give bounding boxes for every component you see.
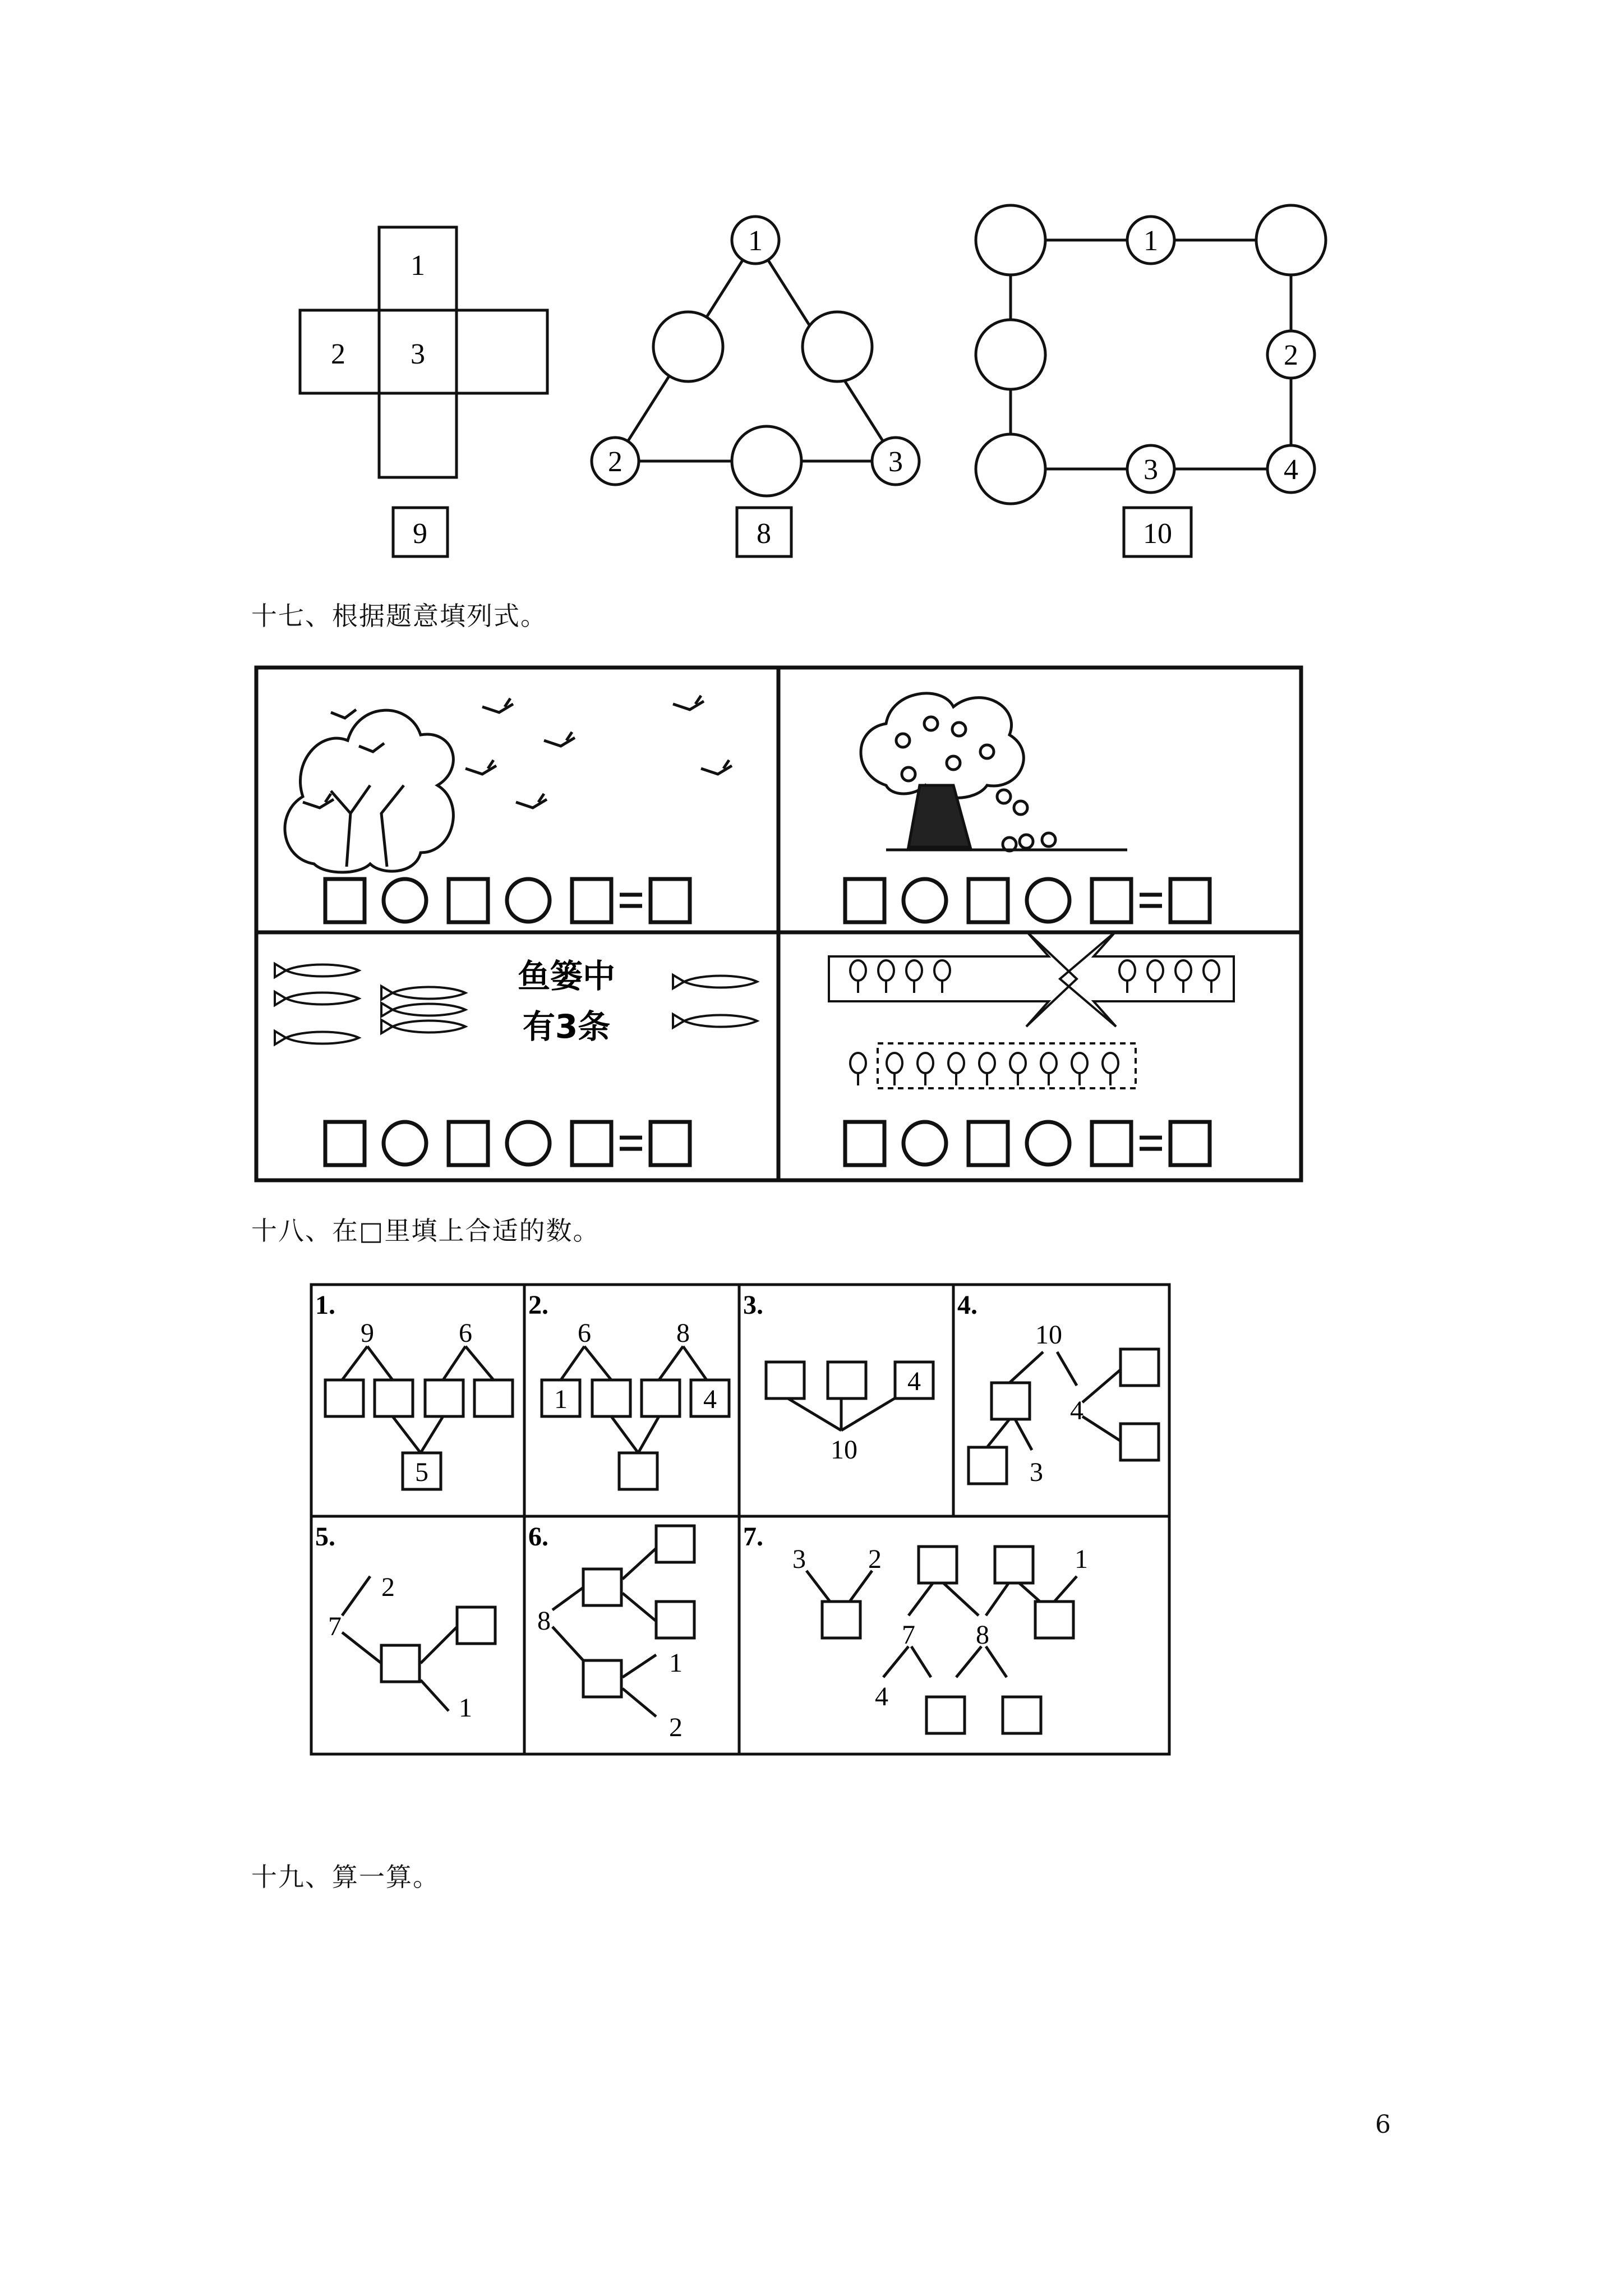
p6-part-b: 2 <box>669 1713 683 1742</box>
p3-given: 4 <box>907 1366 921 1396</box>
p4-mid: 4 <box>1070 1396 1083 1425</box>
square-given-4: 4 <box>1284 454 1298 486</box>
fish-basket-line-1: 鱼篓中 <box>517 957 616 995</box>
cross-cell-1: 1 <box>411 250 425 282</box>
panel-4-label: 4. <box>957 1290 978 1320</box>
square-given-3: 3 <box>1144 454 1158 486</box>
p5-part-top: 2 <box>381 1572 395 1602</box>
cross-cell-2: 2 <box>331 338 345 370</box>
p2-c: 1 <box>554 1384 568 1414</box>
triangle-target: 8 <box>757 518 771 550</box>
page-number: 6 <box>1375 2110 1391 2139</box>
section-18-heading: 十八、在□里填上合适的数。 <box>251 1216 600 1246</box>
equation-row-3[interactable] <box>325 1122 690 1165</box>
p2-a: 6 <box>578 1318 591 1348</box>
p7-n2: 2 <box>868 1544 882 1574</box>
square-puzzle <box>976 205 1326 556</box>
p3-total: 10 <box>831 1435 857 1465</box>
panel-5-label: 5. <box>315 1522 335 1552</box>
p4-low: 3 <box>1030 1457 1043 1487</box>
p5-whole: 7 <box>328 1612 342 1641</box>
equation-row-4[interactable] <box>845 1122 1210 1165</box>
section-18-grid <box>0 1262 1623 1767</box>
square-given-2: 2 <box>1284 339 1298 371</box>
section-17-grid <box>0 645 1623 1195</box>
panel-2-label: 2. <box>528 1290 548 1320</box>
cross-puzzle <box>300 227 547 556</box>
triangle-puzzle <box>592 217 919 556</box>
p5-part-low: 1 <box>459 1693 472 1723</box>
cross-cell-3: 3 <box>411 338 425 370</box>
p1-a: 9 <box>361 1318 374 1348</box>
panel-6-label: 6. <box>528 1522 548 1552</box>
triangle-corner-3: 3 <box>888 446 903 478</box>
p7-n8: 8 <box>976 1620 989 1650</box>
cross-target: 9 <box>413 518 427 550</box>
panel-7-label: 7. <box>743 1522 763 1552</box>
section-19-heading: 十九、算一算。 <box>251 1862 440 1892</box>
triangle-corner-1: 1 <box>748 225 763 257</box>
fish-basket-line-2: 有3条 <box>522 1007 611 1046</box>
p6-whole: 8 <box>537 1606 551 1636</box>
p1-sum: 5 <box>415 1457 428 1487</box>
section-17-heading: 十七、根据题意填列式。 <box>251 601 547 631</box>
square-given-1: 1 <box>1144 225 1158 257</box>
p7-n1: 1 <box>1075 1544 1088 1574</box>
panel-1-label: 1. <box>315 1290 335 1320</box>
p1-b: 6 <box>459 1318 472 1348</box>
tree-birds-picture <box>285 696 732 872</box>
p2-b: 8 <box>676 1318 690 1348</box>
triangle-corner-2: 2 <box>608 446 623 478</box>
fish-picture <box>0 645 757 1045</box>
top-puzzles <box>0 0 1623 589</box>
arrow-trees-picture <box>0 645 1234 1088</box>
p7-n3: 3 <box>792 1544 806 1574</box>
panel-3-label: 3. <box>743 1290 763 1320</box>
p7-n4: 4 <box>875 1682 888 1711</box>
equation-row-1[interactable] <box>325 879 690 922</box>
p7-n7: 7 <box>902 1620 915 1650</box>
p2-d: 4 <box>703 1384 717 1414</box>
equation-row-2[interactable] <box>845 879 1210 922</box>
apple-tree-picture <box>861 693 1127 851</box>
square-target: 10 <box>1143 518 1172 550</box>
p6-part-a: 1 <box>669 1648 683 1678</box>
p4-top: 10 <box>1035 1320 1062 1350</box>
